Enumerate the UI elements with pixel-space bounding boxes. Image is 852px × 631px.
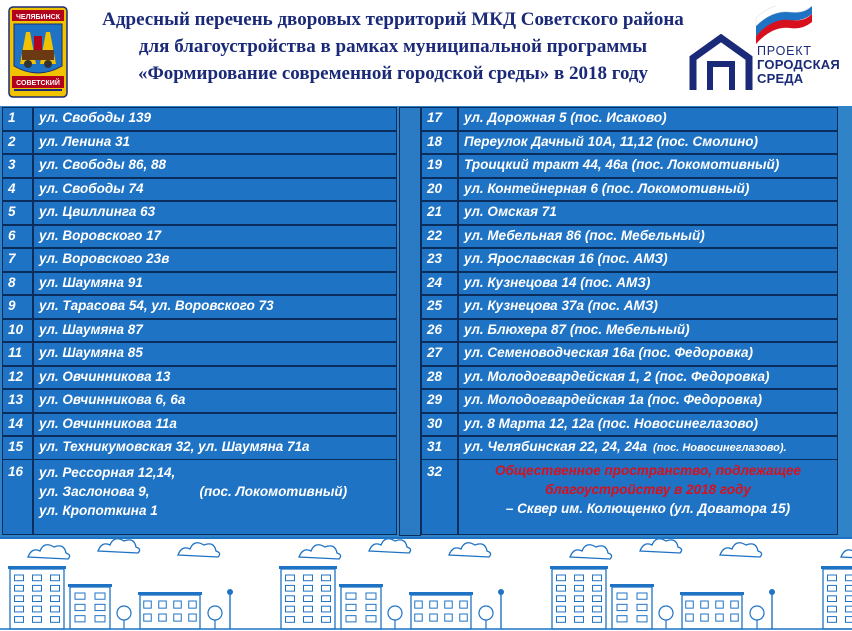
tree-icon xyxy=(117,606,131,620)
row-address-text: ул. Молодогвардейская 1, 2 (пос. Федоровка) xyxy=(464,368,770,384)
row-address-text: ул. Ярославская 16 (пос. АМЗ) xyxy=(464,251,668,266)
row-address xyxy=(458,154,838,178)
row-address xyxy=(458,295,838,319)
coat-of-arms-icon xyxy=(8,6,68,98)
row-16-note: (пос. Локомотивный) xyxy=(199,484,348,499)
cloud-icon xyxy=(178,543,220,557)
cloud-icon xyxy=(640,539,682,553)
address-table xyxy=(0,106,852,537)
row-address xyxy=(458,366,838,390)
row-number: 27 xyxy=(421,342,458,366)
row-address-text: ул. Кузнецова 14 (пос. АМЗ) xyxy=(464,274,651,290)
tree-icon xyxy=(208,606,222,620)
row-address: ул. Овчинникова 6, 6а xyxy=(33,389,397,413)
building-icon xyxy=(140,595,200,629)
row-address-text: ул. Контейнерная 6 (пос. Локомотивный) xyxy=(464,180,750,196)
building-icon xyxy=(281,569,335,629)
city-buildings-illustration xyxy=(0,539,852,631)
row-address xyxy=(458,389,838,413)
row-address xyxy=(458,225,838,249)
row-address: ул. Воровского 23в xyxy=(33,248,397,272)
row-address-text: ул. Дорожная 5 (пос. Исаково) xyxy=(464,110,667,125)
row-number: 5 xyxy=(2,201,33,225)
row-32-highlight-2: благоустройству в 2018 году xyxy=(545,482,751,497)
row-number: 10 xyxy=(2,319,33,343)
cloud-icon xyxy=(98,539,140,553)
row-32-address xyxy=(458,459,838,535)
row-address-text: ул. Семеноводческая 16а (пос. Федоровка) xyxy=(464,345,753,360)
row-address-text: ул. Челябинская 22, 24, 24а xyxy=(464,439,648,454)
logo-line-3: СРЕДА xyxy=(757,71,804,86)
tree-icon xyxy=(750,606,764,620)
cloud-icon xyxy=(841,545,852,559)
building-icon xyxy=(10,569,64,629)
row-number: 25 xyxy=(421,295,458,319)
page-title xyxy=(78,6,708,87)
row-address xyxy=(458,413,838,437)
title-line-1: Адресный перечень дворовых территорий МКД Советского района xyxy=(102,9,684,30)
row-number: 8 xyxy=(2,272,33,296)
row-32-highlight-1: Общественное пространство, подлежащее xyxy=(494,463,801,478)
tree-icon xyxy=(388,606,402,620)
row-number: 21 xyxy=(421,201,458,225)
building-icon xyxy=(411,595,471,629)
row-address xyxy=(458,342,838,366)
row-number: 13 xyxy=(2,389,33,413)
emblem-top-text: ЧЕЛЯБИНСК xyxy=(16,14,60,21)
row-address: ул. Шаумяна 91 xyxy=(33,272,397,296)
row-16-line-1: ул. Рессорная 12,14, xyxy=(39,465,176,480)
row-address xyxy=(458,248,838,272)
emblem-bottom-text: СОВЕТСКИЙ xyxy=(16,80,60,87)
cloud-icon xyxy=(369,539,411,553)
row-number: 1 xyxy=(2,107,33,131)
row-number: 20 xyxy=(421,178,458,202)
tree-icon xyxy=(479,606,493,620)
title-line-2: для благоустройства в рамках муниципальной программы xyxy=(138,36,648,57)
row-address: ул. Ленина 31 xyxy=(33,131,397,155)
row-address xyxy=(458,201,838,225)
row-number: 9 xyxy=(2,295,33,319)
row-number: 17 xyxy=(421,107,458,131)
row-number: 24 xyxy=(421,272,458,296)
row-address: ул. Техникумовская 32, ул. Шаумяна 71а xyxy=(33,436,397,460)
row-number: 16 xyxy=(2,459,33,535)
row-16-line-2 xyxy=(39,482,396,501)
city-skyline-footer xyxy=(0,537,852,631)
row-number: 31 xyxy=(421,436,458,460)
row-address-text: ул. Кузнецова 37а (пос. АМЗ) xyxy=(464,298,658,313)
row-address: ул. Шаумяна 87 xyxy=(33,319,397,343)
row-number: 28 xyxy=(421,366,458,390)
row-number: 18 xyxy=(421,131,458,155)
row-number: 30 xyxy=(421,413,458,437)
row-address-text: ул. Омская 71 xyxy=(464,204,557,219)
row-address xyxy=(458,107,838,131)
building-icon xyxy=(682,595,742,629)
row-address: ул. Тарасова 54, ул. Воровского 73 xyxy=(33,295,397,319)
row-address xyxy=(458,272,838,296)
row-number: 26 xyxy=(421,319,458,343)
row-number: 12 xyxy=(2,366,33,390)
row-address-note: (пос. Новосинеглазово). xyxy=(653,442,787,454)
row-address-text: Троицкий тракт 44, 46а (пос. Локомотивный) xyxy=(464,157,780,172)
page-header xyxy=(0,0,852,106)
row-address: ул. Овчинникова 11а xyxy=(33,413,397,437)
row-number: 4 xyxy=(2,178,33,202)
row-number: 6 xyxy=(2,225,33,249)
row-number: 3 xyxy=(2,154,33,178)
row-number: 32 xyxy=(421,459,458,535)
row-address: ул. Воровского 17 xyxy=(33,225,397,249)
tree-icon xyxy=(659,606,673,620)
row-address: ул. Свободы 74 xyxy=(33,178,397,202)
row-number: 2 xyxy=(2,131,33,155)
row-address-text: ул. Молодогвардейская 1а (пос. Федоровка) xyxy=(464,392,762,407)
row-address xyxy=(458,178,838,202)
row-address: ул. Шаумяна 85 xyxy=(33,342,397,366)
row-address: ул. Свободы 139 xyxy=(33,107,397,131)
cloud-icon xyxy=(449,543,491,557)
row-address xyxy=(458,131,838,155)
row-16-street: ул. Заслонова 9, xyxy=(39,484,150,499)
row-number: 19 xyxy=(421,154,458,178)
row-number: 7 xyxy=(2,248,33,272)
row-address-text: ул. 8 Марта 12, 12а (пос. Новосинеглазово) xyxy=(464,415,758,431)
row-number: 29 xyxy=(421,389,458,413)
row-address: ул. Свободы 86, 88 xyxy=(33,154,397,178)
row-number: 15 xyxy=(2,436,33,460)
row-number: 14 xyxy=(2,413,33,437)
row-number: 11 xyxy=(2,342,33,366)
row-address-text: ул. Блюхера 87 (пос. Мебельный) xyxy=(464,321,690,337)
cloud-icon xyxy=(28,545,70,559)
house-logo-icon xyxy=(688,34,754,94)
logo-line-1: ПРОЕКТ xyxy=(757,44,812,58)
row-address: ул. Цвиллинга 63 xyxy=(33,201,397,225)
cloud-icon xyxy=(299,545,341,559)
project-logo-text xyxy=(757,44,840,86)
row-address xyxy=(458,436,838,460)
building-icon xyxy=(552,569,606,629)
row-address-text: ул. Мебельная 86 (пос. Мебельный) xyxy=(464,227,705,243)
cloud-icon xyxy=(720,543,762,557)
logo-line-2: ГОРОДСКАЯ xyxy=(757,57,840,72)
cloud-icon xyxy=(570,545,612,559)
row-number: 23 xyxy=(421,248,458,272)
row-16-line-3: ул. Кропоткина 1 xyxy=(39,503,158,518)
row-address xyxy=(458,319,838,343)
table-divider xyxy=(399,107,421,536)
flag-logo-icon xyxy=(752,6,816,46)
title-line-3: «Формирование современной городской среды» в 2018 году xyxy=(137,63,649,84)
row-number: 22 xyxy=(421,225,458,249)
row-address: ул. Овчинникова 13 xyxy=(33,366,397,390)
row-address-text: Переулок Дачный 10А, 11,12 (пос. Смолино) xyxy=(464,133,758,149)
row-32-line-3: – Сквер им. Колющенко (ул. Доватора 15) xyxy=(505,501,791,516)
row-16-address xyxy=(33,459,397,535)
